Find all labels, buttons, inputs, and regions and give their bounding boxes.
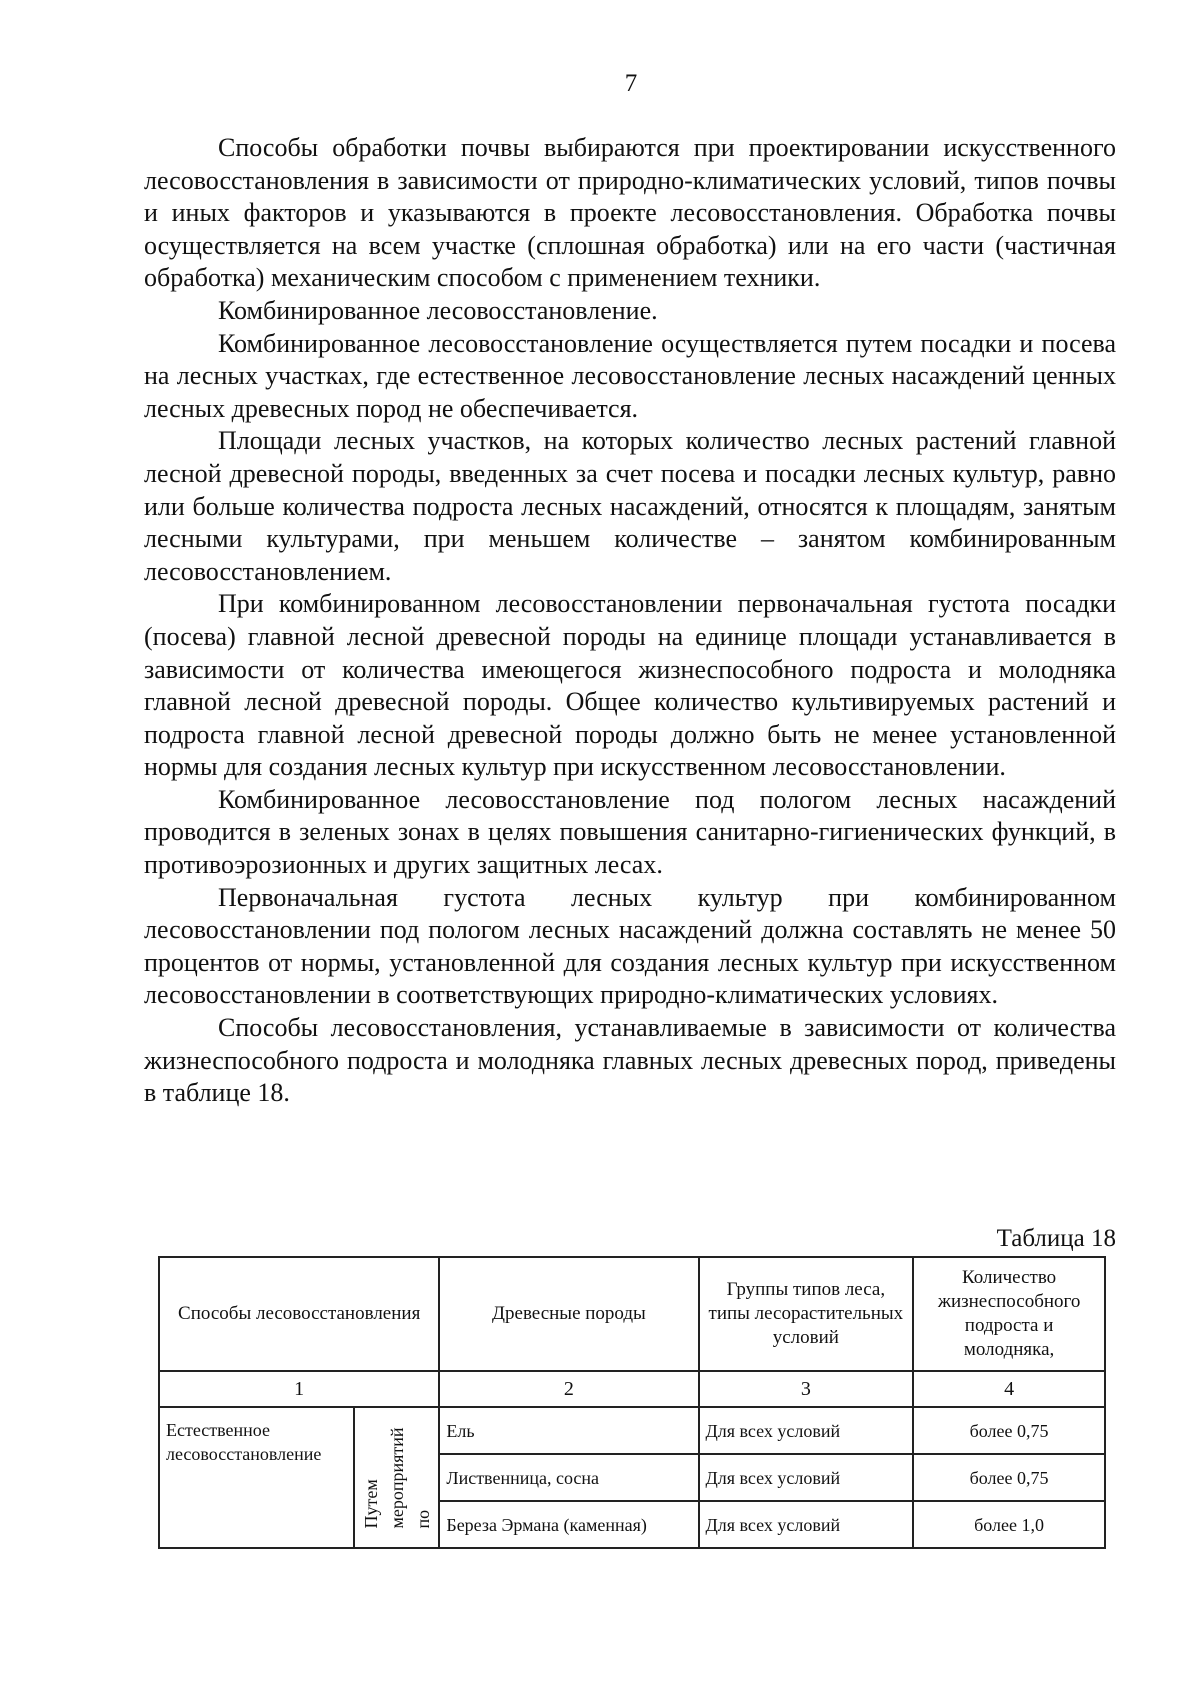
- reforestation-table: [158, 1256, 1106, 1549]
- body-text: [144, 132, 1116, 1110]
- header-quantity: Количество жизнеспособного подроста и молодняка,: [913, 1257, 1105, 1371]
- vertical-label-line: по: [412, 1509, 433, 1529]
- paragraph: Способы лесовосстановления, устанавливаемые в зависимости от количества жизнеспособного подроста и молодняка главных лесных древесных пород, приведены в таблице 18.: [144, 1013, 1116, 1108]
- header-species: Древесные породы: [439, 1257, 698, 1371]
- paragraph: При комбинированном лесовосстановлении первоначальная густота посадки (посева) главной лесной древесной породы на единице площади устанавливается в зависимости от количества имеющегося жизнеспособного подроста и молодняка главной лесной древесной породы. Общее количество культивируемых растений и подроста главной лесной древесной породы должно быть не менее установленной нормы для создания лесных культур при искусственном лесовосстановлении.: [144, 589, 1116, 782]
- method-cell: Естественное лесовосстановление: [159, 1407, 354, 1548]
- species-cell: Ель: [439, 1407, 698, 1454]
- page-number: 7: [624, 70, 638, 97]
- column-number: 3: [699, 1371, 914, 1407]
- quantity-cell: более 0,75: [913, 1454, 1105, 1501]
- column-number-row: [159, 1371, 1105, 1407]
- table-header-row: [159, 1257, 1105, 1371]
- species-cell: Береза Эрмана (каменная): [439, 1501, 698, 1548]
- paragraph: Способы обработки почвы выбираются при проектировании искусственного лесовосстановления в зависимости от природно-климатических условий, типов почвы и иных факторов и указываются в проекте лесовосстановления. Обработка почвы осуществляется на всем участке (сплошная обработка) или на его части (частичная обработка) механическим способом с применением техники.: [144, 133, 1116, 293]
- column-number: 2: [439, 1371, 698, 1407]
- vertical-label-line: мероприятий: [386, 1426, 407, 1529]
- paragraph: Комбинированное лесовосстановление под пологом лесных насаждений проводится в зеленых зонах в целях повышения санитарно-гигиенических функций, в противоэрозионных и других защитных лесах.: [144, 784, 1116, 880]
- column-number: 1: [159, 1371, 439, 1407]
- vertical-label: [358, 1427, 436, 1528]
- table-caption: Таблица 18: [996, 1225, 1116, 1252]
- header-methods: Способы лесовосстановления: [159, 1257, 439, 1371]
- paragraph: Комбинированное лесовосстановление осуществляется путем посадки и посева на лесных участках, где естественное лесовосстановление лесных насаждений ценных лесных древесных пород не обеспечивается.: [144, 328, 1116, 423]
- species-cell: Лиственница, сосна: [439, 1454, 698, 1501]
- conditions-cell: Для всех условий: [699, 1454, 914, 1501]
- column-number: 4: [913, 1371, 1105, 1407]
- table-row: [159, 1407, 1105, 1454]
- paragraph: Первоначальная густота лесных культур при комбинированном лесовосстановлении под пологом лесных насаждений должна составлять не менее 50 процентов от нормы, установленной для создания лесных культур при искусственном лесовосстановлении в соответствующих природно-климатических условиях.: [144, 882, 1116, 1010]
- header-forest-groups: Группы типов леса, типы лесорастительных условий: [699, 1257, 914, 1371]
- quantity-cell: более 1,0: [913, 1501, 1105, 1548]
- vertical-label-line: Путем: [360, 1478, 381, 1529]
- paragraph: Комбинированное лесовосстановление.: [218, 295, 658, 325]
- paragraph: Площади лесных участков, на которых количество лесных растений главной лесной древесной породы, введенных за счет посева и посадки лесных культур, равно или больше количества подроста лесных насаждений, относятся к площадям, занятым лесными культурами, при меньшем количестве – занятом комбинированным лесовосстановлением.: [144, 426, 1116, 586]
- conditions-cell: Для всех условий: [699, 1501, 914, 1548]
- conditions-cell: Для всех условий: [699, 1407, 914, 1454]
- quantity-cell: более 0,75: [913, 1407, 1105, 1454]
- vertical-label-cell: [354, 1407, 440, 1548]
